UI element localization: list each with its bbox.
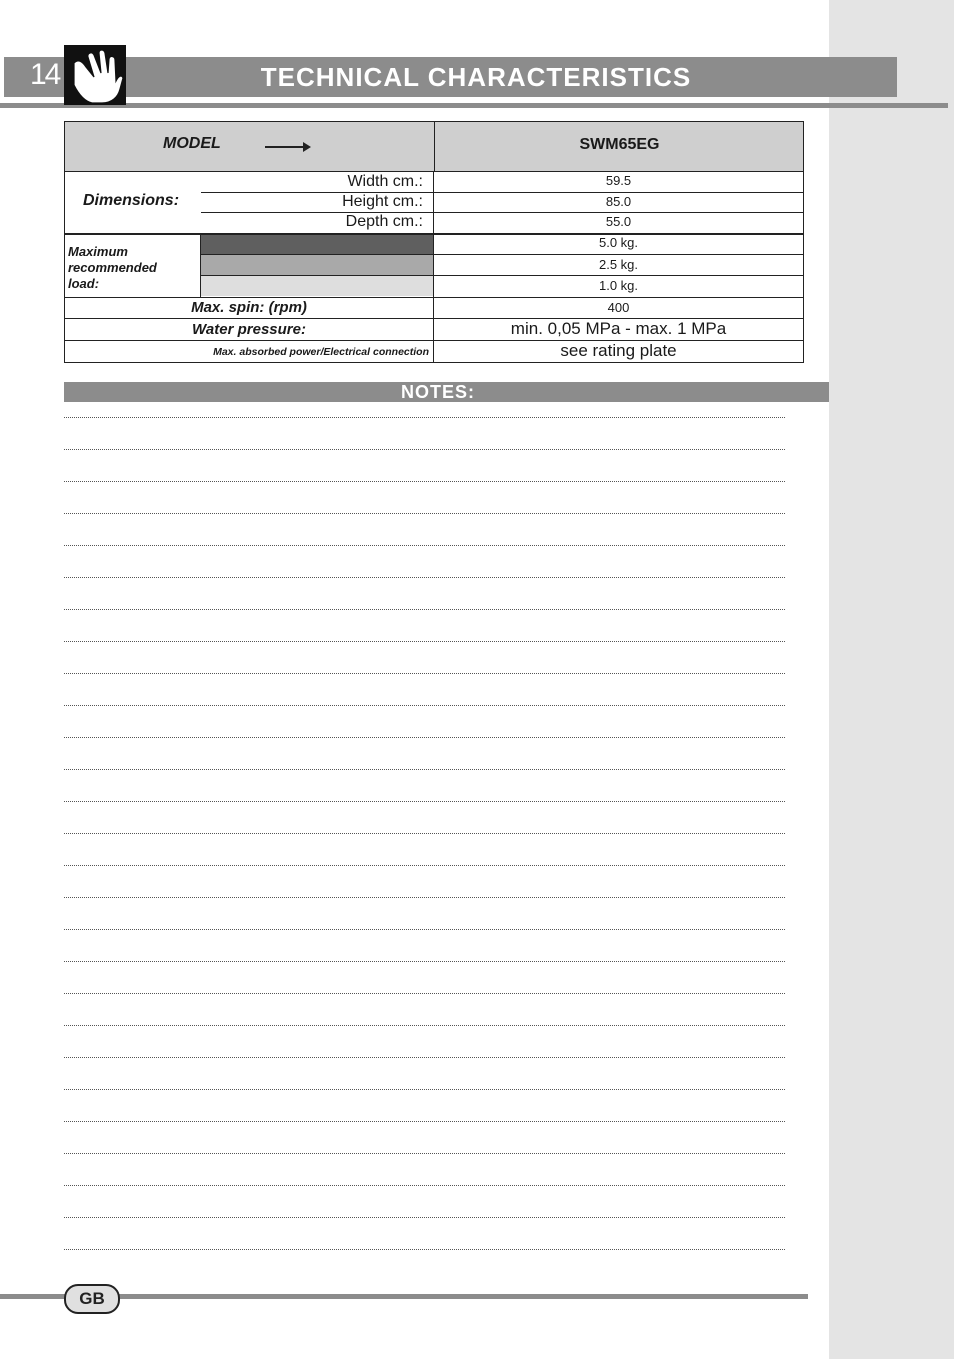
depth-label: Depth cm.: [345,213,423,230]
note-line [64,641,785,642]
load-value: 5.0 kg. [598,235,639,250]
note-line [64,737,785,738]
row-divider [201,254,803,255]
note-line [64,929,785,930]
max-spin-label: Max. spin: (rpm) [191,299,307,316]
note-line [64,897,785,898]
note-line [64,1121,785,1122]
model-row [65,122,803,172]
note-line [64,1217,785,1218]
note-line [64,1057,785,1058]
water-pressure-label: Water pressure: [192,321,306,338]
note-line [64,449,785,450]
note-line [64,961,785,962]
arrow-right-icon [265,146,309,148]
max-load-label-line: recommended [68,260,157,275]
note-line [64,1089,785,1090]
hand-icon [64,45,126,105]
language-badge: GB [64,1284,120,1314]
note-line [64,545,785,546]
max-spin-value: 400 [607,300,630,315]
row-divider [201,212,803,213]
note-line [64,1153,785,1154]
note-line [64,705,785,706]
load-swatch-medium [201,255,433,275]
note-line [64,1185,785,1186]
note-line [64,417,785,418]
water-pressure-value: min. 0,05 MPa - max. 1 MPa [510,319,727,338]
note-line [64,769,785,770]
row-divider [201,192,803,193]
model-value: SWM65EG [434,122,804,172]
note-line [64,1249,785,1250]
row-divider [201,275,803,276]
power-value: see rating plate [560,341,677,360]
max-load-label-line: load: [68,276,100,291]
note-line [64,673,785,674]
page-title: TECHNICAL CHARACTERISTICS [260,62,692,92]
note-line [64,993,785,994]
notes-header-bar [64,382,829,402]
dimensions-label: Dimensions: [83,192,180,209]
footer-rule [0,1294,808,1299]
max-load-label-line: Maximum [68,244,128,259]
note-line [64,513,785,514]
notes-title: NOTES: [400,382,475,402]
width-label: Width cm.: [347,173,423,190]
height-label: Height cm.: [342,193,423,210]
load-swatch-dark [201,235,433,254]
depth-value: 55.0 [605,214,632,229]
technical-specs-table [64,121,804,363]
power-label: Max. absorbed power/Electrical connection [213,346,429,358]
note-line [64,833,785,834]
width-value: 59.5 [605,173,632,188]
note-line [64,577,785,578]
load-value: 2.5 kg. [598,257,639,272]
note-line [64,1025,785,1026]
note-line [64,865,785,866]
height-value: 85.0 [605,194,632,209]
load-value: 1.0 kg. [598,278,639,293]
model-label: MODEL [163,135,221,152]
page-number: 14 [30,58,60,91]
row-divider [65,297,803,298]
note-line [64,801,785,802]
side-margin-band [829,0,954,1359]
max-load-label [68,244,157,292]
header-rule [0,103,948,108]
load-swatch-light [201,276,433,296]
note-line [64,609,785,610]
note-line [64,481,785,482]
